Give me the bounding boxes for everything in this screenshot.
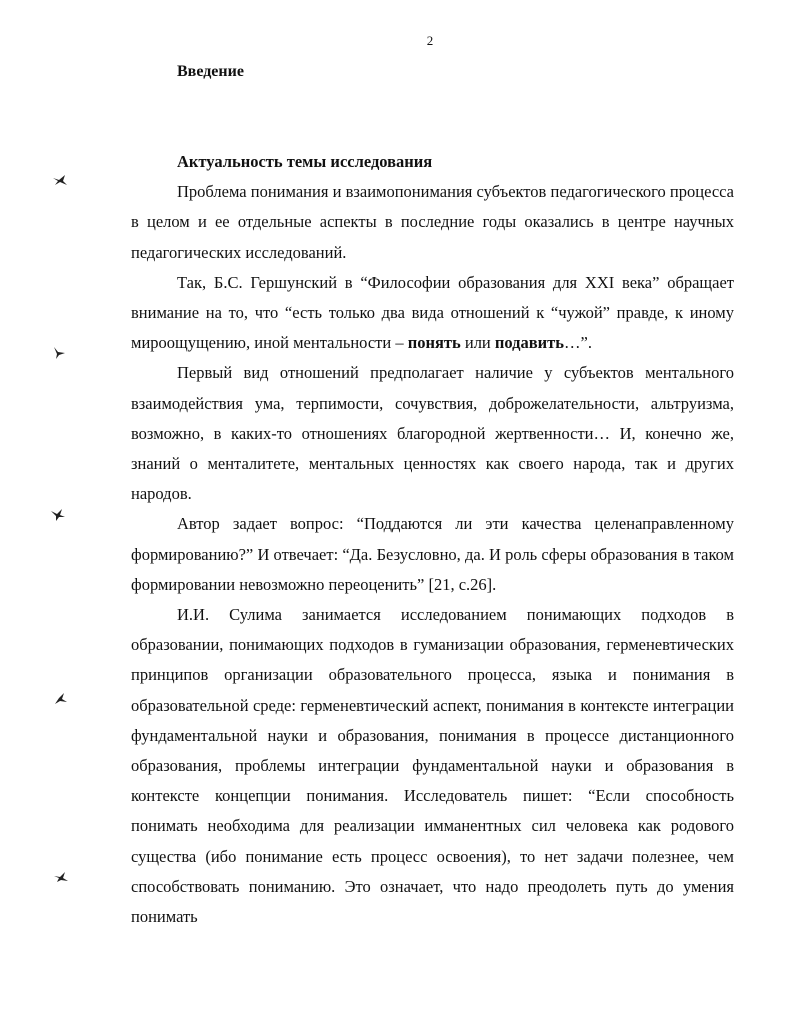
paragraph-3: Первый вид отношений предполагает наличие у субъектов ментального взаимодействия ума, терпимости, сочувствия, доброжелательности, альтруизма, возможно, в каких-то отношениях благородной жертвенности… И, конечно же, знаний о менталитете, ментальных ценностях как своего народа, так и других народов. <box>131 363 734 504</box>
scan-mark-icon <box>50 508 66 522</box>
scan-mark-icon <box>52 346 68 360</box>
page-number: 2 <box>426 33 434 48</box>
section-title: Введение <box>177 63 244 80</box>
paragraph-1: Проблема понимания и взаимопонимания субъектов педагогического процесса в целом и ее отдельные аспекты в последние годы оказались в центре научных педагогических исследований. <box>131 182 734 262</box>
paragraph-5: И.И. Сулима занимается исследованием понимающих подходов в образовании, понимающих подходов в гуманизации образования, герменевтических принципов организации образовательного процесса, языка и понимания в образовательной среде: герменевтический аспект, понимания в контексте интеграции фундаментальной науки и образования, понимания в процессе дистанционного образования, проблемы интеграции фундаментальной науки и образования в контексте концепции понимания. Исследователь пишет: “Если способность понимать необходима для реализации имманентных сил человека как родового существа (ибо понимание есть процесс освоения), то нет задачи полезнее, чем способствовать пониманию. Это означает, что надо преодолеть путь до умения понимать <box>131 605 734 927</box>
paragraph-2 <box>131 268 734 359</box>
subheading: Актуальность темы исследования <box>177 152 433 171</box>
paragraph-2-text-c: …”. <box>564 333 592 353</box>
paragraph-2-bold-understand: понять <box>407 333 461 353</box>
paragraph-2-bold-suppress: подавить <box>494 333 565 353</box>
scan-mark-icon <box>53 692 69 706</box>
paragraph-4: Автор задает вопрос: “Поддаются ли эти качества целенаправленному формированию?” И отвечает: “Да. Безусловно, да. И роль сферы образования в таком формировании невозможно переоценить” [21, с.26]. <box>131 514 734 594</box>
scan-mark-icon <box>53 870 69 884</box>
paragraph-2-text-b: или <box>460 333 495 353</box>
body-text <box>131 147 734 932</box>
paragraph-2-text-a: Так, Б.С. Гершунский в “Философии образования для XXI века” обращает внимание на то, что “есть только два вида отношений к “чужой” правде, к иному мироощущению, иной ментальности – <box>131 272 734 353</box>
scan-mark-icon <box>52 173 68 187</box>
